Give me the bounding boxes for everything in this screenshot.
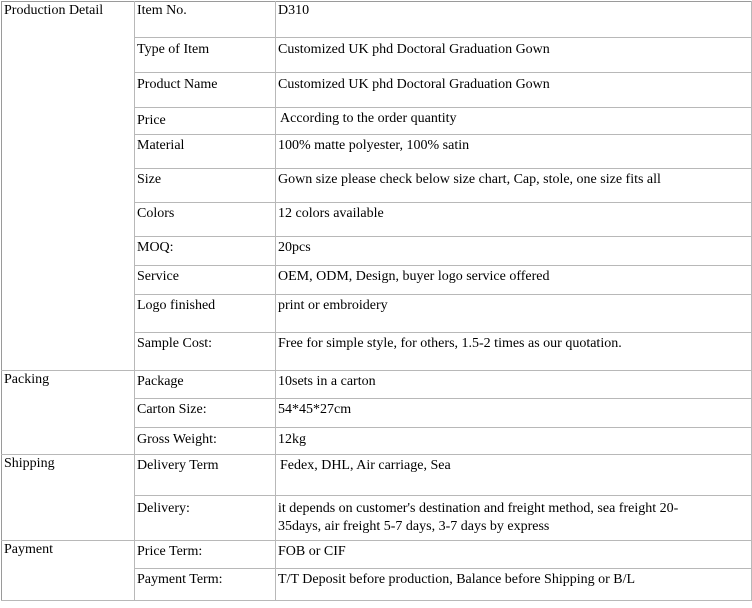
value-product-name: Customized UK phd Doctoral Graduation Gown [276, 73, 752, 108]
section-payment: Payment [2, 541, 135, 601]
section-packing: Packing [2, 371, 135, 455]
table-row [2, 455, 752, 496]
label-carton-size: Carton Size: [135, 399, 276, 428]
label-moq: MOQ: [135, 237, 276, 266]
value-colors: 12 colors available [276, 203, 752, 237]
label-product-name: Product Name [135, 73, 276, 108]
value-gross-weight: 12kg [276, 428, 752, 455]
table-row [2, 371, 752, 399]
value-moq: 20pcs [276, 237, 752, 266]
label-item-no: Item No. [135, 2, 276, 38]
label-sample-cost: Sample Cost: [135, 333, 276, 371]
value-item-no: D310 [276, 2, 752, 38]
value-size: Gown size please check below size chart, Cap, stole, one size fits all [276, 169, 752, 203]
value-delivery: it depends on customer's destination and freight method, sea freight 20-35days, air freight 5-7 days, 3-7 days by express [276, 496, 752, 541]
label-logo-finished: Logo finished [135, 295, 276, 333]
section-shipping: Shipping [2, 455, 135, 541]
table-row [2, 541, 752, 569]
value-carton-size: 54*45*27cm [276, 399, 752, 428]
label-delivery-term: Delivery Term [135, 455, 276, 496]
value-payment-term: T/T Deposit before production, Balance before Shipping or B/L [276, 569, 752, 601]
label-price-term: Price Term: [135, 541, 276, 569]
value-material: 100% matte polyester, 100% satin [276, 135, 752, 169]
value-delivery-term: Fedex, DHL, Air carriage, Sea [276, 455, 752, 496]
label-gross-weight: Gross Weight: [135, 428, 276, 455]
value-type-of-item: Customized UK phd Doctoral Graduation Gown [276, 38, 752, 73]
value-price: According to the order quantity [276, 108, 752, 135]
label-service: Service [135, 266, 276, 295]
section-production-detail: Production Detail [2, 2, 135, 371]
product-spec-table [1, 1, 752, 601]
value-service: OEM, ODM, Design, buyer logo service offered [276, 266, 752, 295]
value-package: 10sets in a carton [276, 371, 752, 399]
label-material: Material [135, 135, 276, 169]
label-payment-term: Payment Term: [135, 569, 276, 601]
value-logo-finished: print or embroidery [276, 295, 752, 333]
table-row [2, 2, 752, 38]
value-sample-cost: Free for simple style, for others, 1.5-2 times as our quotation. [276, 333, 752, 371]
label-package: Package [135, 371, 276, 399]
label-type-of-item: Type of Item [135, 38, 276, 73]
label-size: Size [135, 169, 276, 203]
label-colors: Colors [135, 203, 276, 237]
label-price: Price [135, 108, 276, 135]
label-delivery: Delivery: [135, 496, 276, 541]
value-price-term: FOB or CIF [276, 541, 752, 569]
